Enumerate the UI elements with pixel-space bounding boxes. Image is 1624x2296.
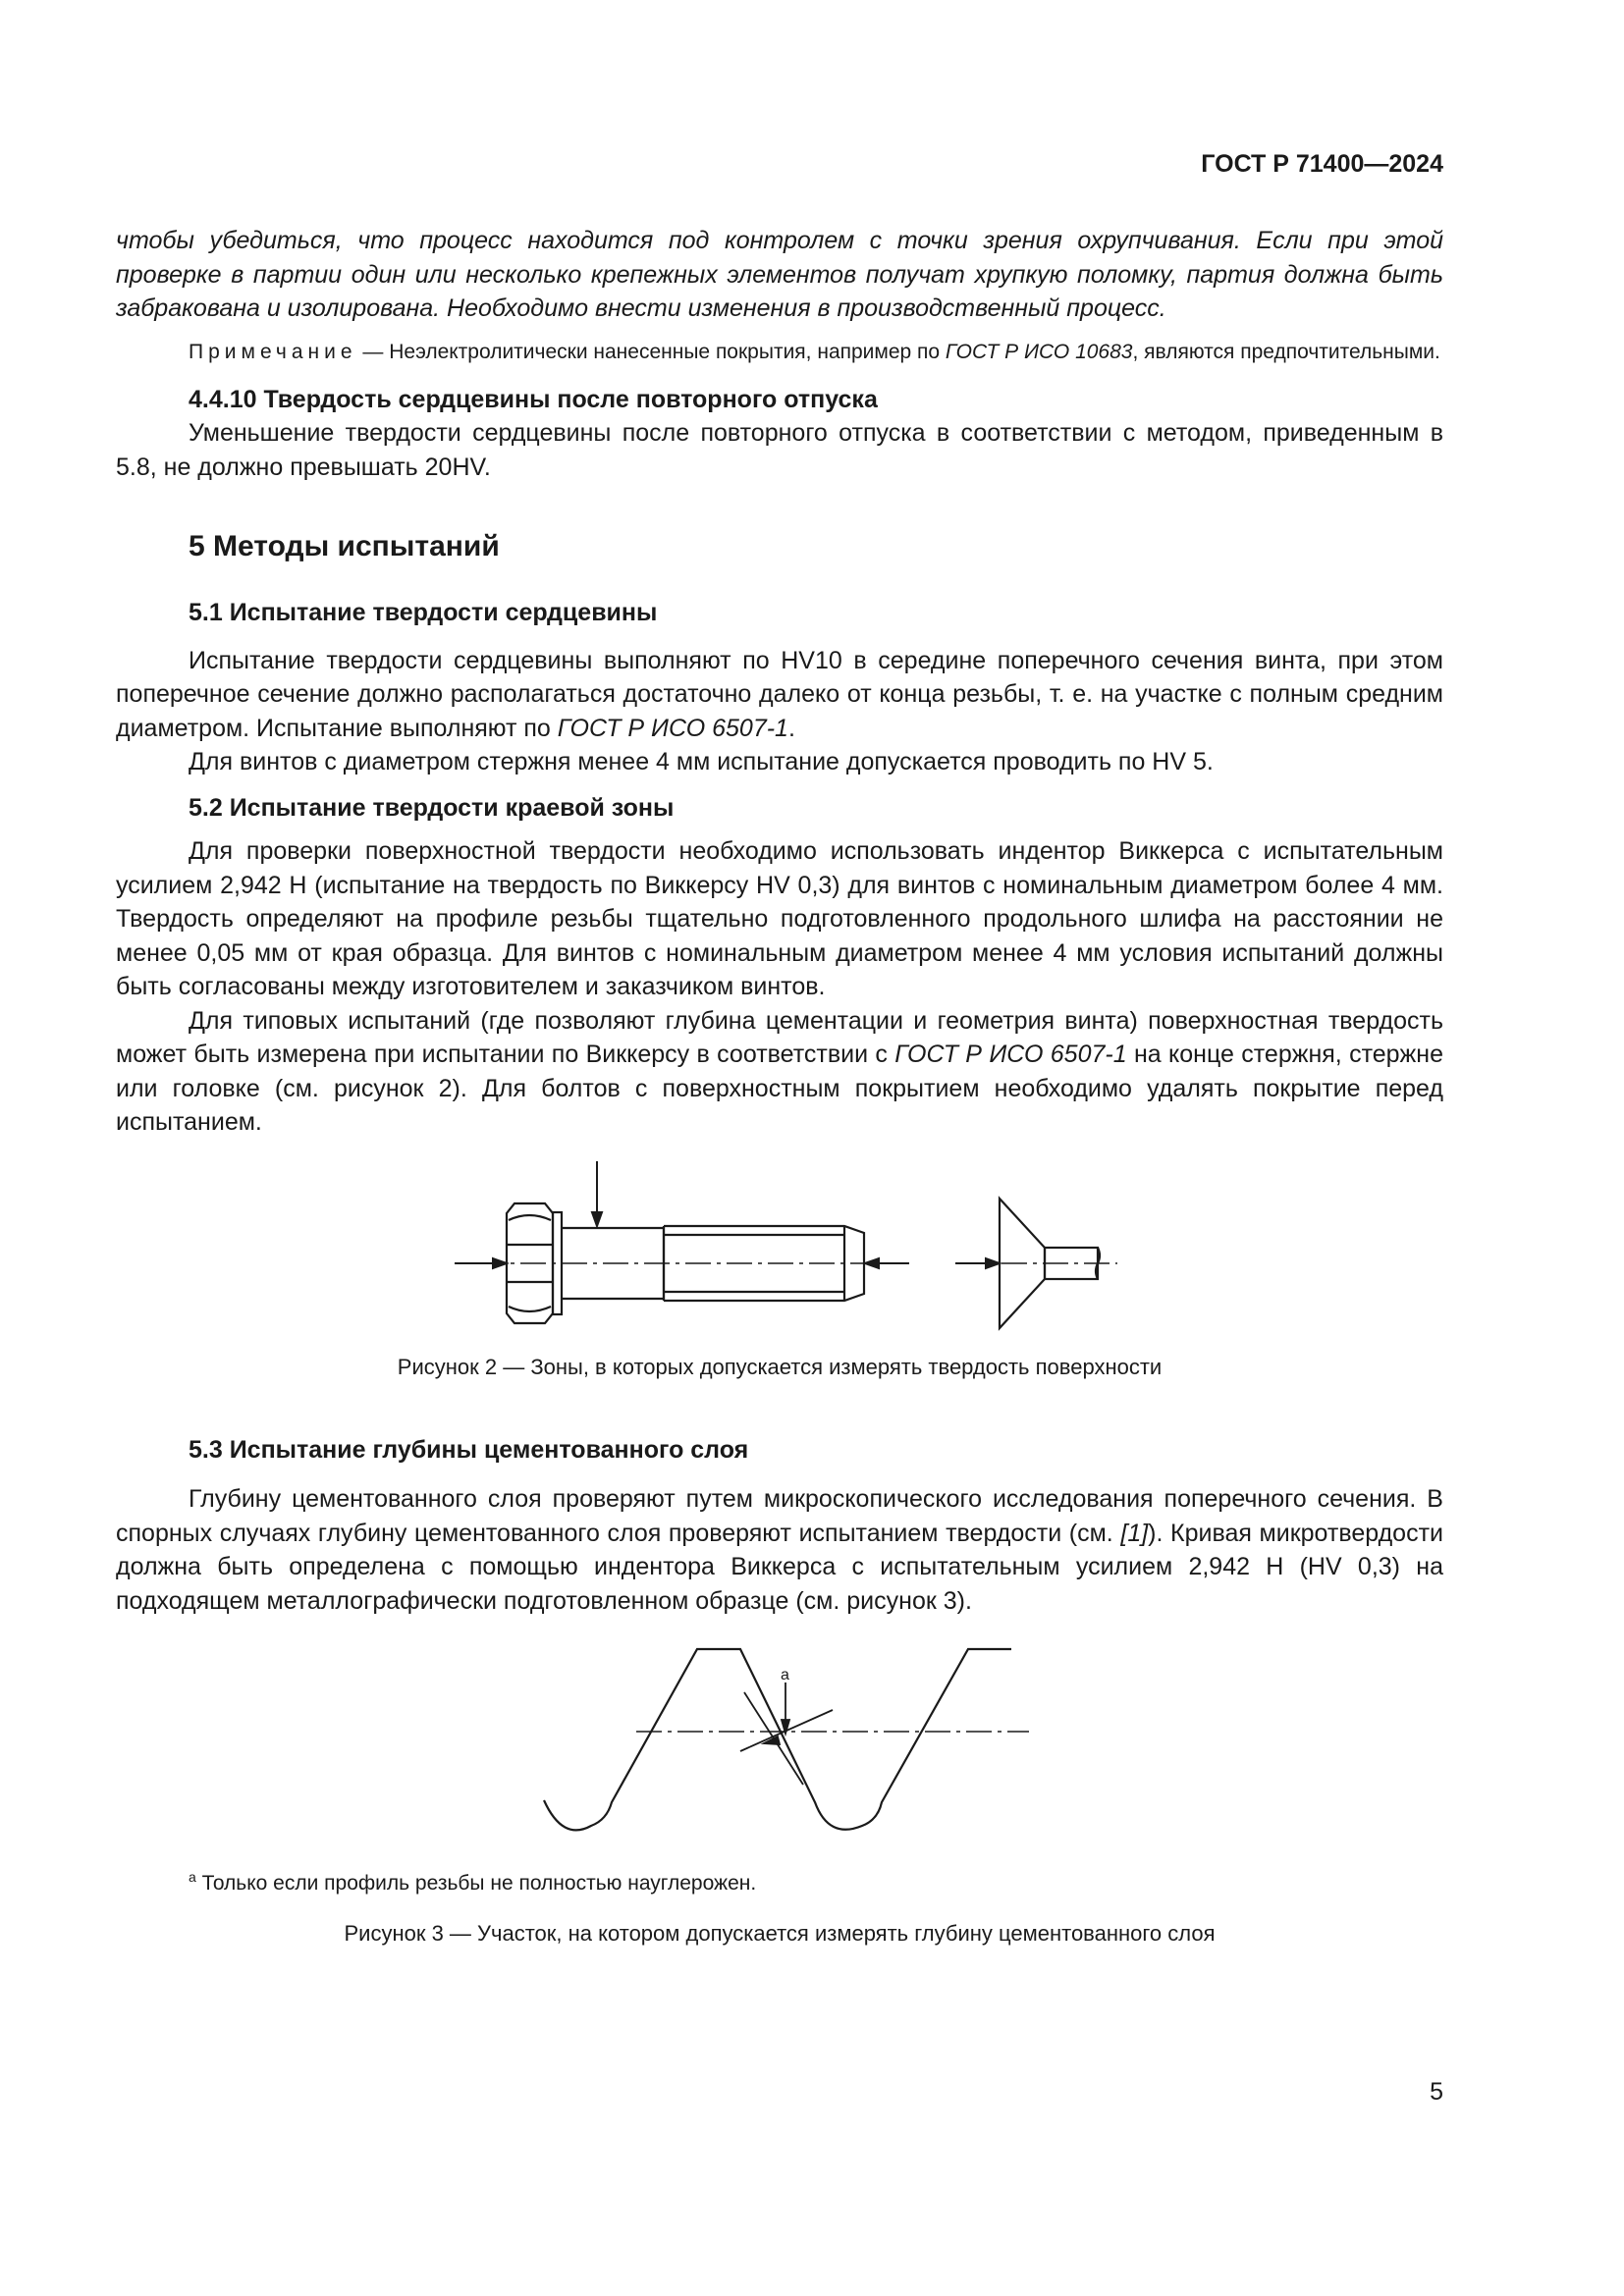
section-5-2-paragraph-2 (116, 1004, 1443, 1140)
footnote-mark: a (189, 1869, 196, 1885)
note-dash: — Неэлектролитически нанесенные покрытия, например по (356, 340, 946, 363)
figure-2 (116, 1161, 1443, 1333)
s51-p1-text: Испытание твердости сердцевины выполняют по HV10 в середине поперечного сечения винта, при этом поперечное сечение должно располагаться достаточно далеко от конца резьбы, т. е. на участке с полным средним диаметром. Испытание выполняют по (116, 646, 1443, 742)
s52-p2-reference: ГОСТ Р ИСО 6507-1 (894, 1041, 1127, 1068)
s52-p2-text: Для типовых испытаний (где позволяют глубина цементации и геометрия винта) поверхностная твердость может быть измерена при испытании по Виккерсу в соответствии с (116, 1006, 1443, 1068)
s51-p1-end: . (787, 714, 795, 742)
figure-3 (116, 1647, 1443, 1834)
section-5-title: 5 Методы испытаний (189, 530, 500, 562)
s53-p1-text: Глубину цементованного слоя проверяют путем микроскопического исследования поперечного сечения. В спорных случаях глубину цементованного слоя проверяют испытанием твердости (см. (116, 1485, 1443, 1547)
s53-p1-end: ). Кривая микротвердости должна быть определена с помощью индентора Виккерса с испытательным усилием 2,942 Н (HV 0,3) на подходящем металлографически подготовленном образце (см. рисунок 3). (116, 1519, 1443, 1615)
page-number: 5 (1430, 2078, 1443, 2106)
figure-3-caption: Рисунок 3 — Участок, на котором допускается измерять глубину цементованного слоя (344, 1921, 1216, 1946)
section-5-3-paragraph-1 (116, 1482, 1443, 1618)
section-5-2-title: 5.2 Испытание твердости краевой зоны (189, 793, 675, 822)
intro-paragraph: чтобы убедиться, что процесс находится под контролем с точки зрения охрупчивания. Если при этой проверке в партии один или несколько крепежных элементов получат хрупкую поломку, партия должна быть забракована и изолирована. Необходимо внести изменения в производственный процесс. (116, 227, 1443, 322)
figure-2-drawing (116, 1161, 1443, 1333)
section-5-1-paragraph-2: Для винтов с диаметром стержня менее 4 мм испытание допускается проводить по HV 5. (189, 748, 1214, 775)
figure-3-footnote (116, 1863, 1443, 1897)
s51-p1-reference: ГОСТ Р ИСО 6507-1 (557, 714, 788, 742)
label-a: a (781, 1667, 789, 1683)
section-4-4-10-text: Уменьшение твердости сердцевины после повторного отпуска в соответствии с методом, приведенным в 5.8, не должно превышать 20HV. (116, 419, 1443, 481)
page-content (116, 224, 1443, 1949)
section-5-2-paragraph-1: Для проверки поверхностной твердости необходимо использовать индентор Виккерса с испытательным усилием 2,942 Н (испытание на твердость по Виккерсу HV 0,3) для винтов с номинальным диаметром более 4 мм. Твердость определяют на профиле резьбы тщательно подготовленного продольного шлифа на расстоянии не менее 0,05 мм от края образца. Для винтов с номинальным диаметром менее 4 мм условия испытаний должны быть согласованы между изготовителем и заказчиком винтов. (116, 837, 1443, 1000)
note (116, 338, 1443, 367)
note-label: Примечание (189, 340, 357, 363)
s53-p1-reference: [1] (1120, 1519, 1149, 1547)
section-5-3-title: 5.3 Испытание глубины цементованного слоя (189, 1435, 749, 1464)
figure-2-caption: Рисунок 2 — Зоны, в которых допускается измерять твердость поверхности (397, 1354, 1163, 1379)
section-4-4-10-title: 4.4.10 Твердость сердцевины после повторного отпуска (189, 385, 878, 413)
figure-3-drawing (116, 1647, 1443, 1834)
footnote-text: Только если профиль резьбы не полностью науглерожен. (195, 1872, 757, 1895)
note-tail: , являются предпочтительными. (1132, 340, 1440, 363)
s52-p2-end: на конце стержня, стержне или головке (см. рисунок 2). Для болтов с поверхностным покрытием необходимо удалять покрытие перед испытанием. (116, 1041, 1443, 1136)
note-reference: ГОСТ Р ИСО 10683 (945, 340, 1133, 363)
section-5-1-title: 5.1 Испытание твердости сердцевины (189, 599, 658, 626)
section-5-1-paragraph-1 (116, 644, 1443, 746)
document-id: ГОСТ Р 71400—2024 (1201, 150, 1443, 178)
